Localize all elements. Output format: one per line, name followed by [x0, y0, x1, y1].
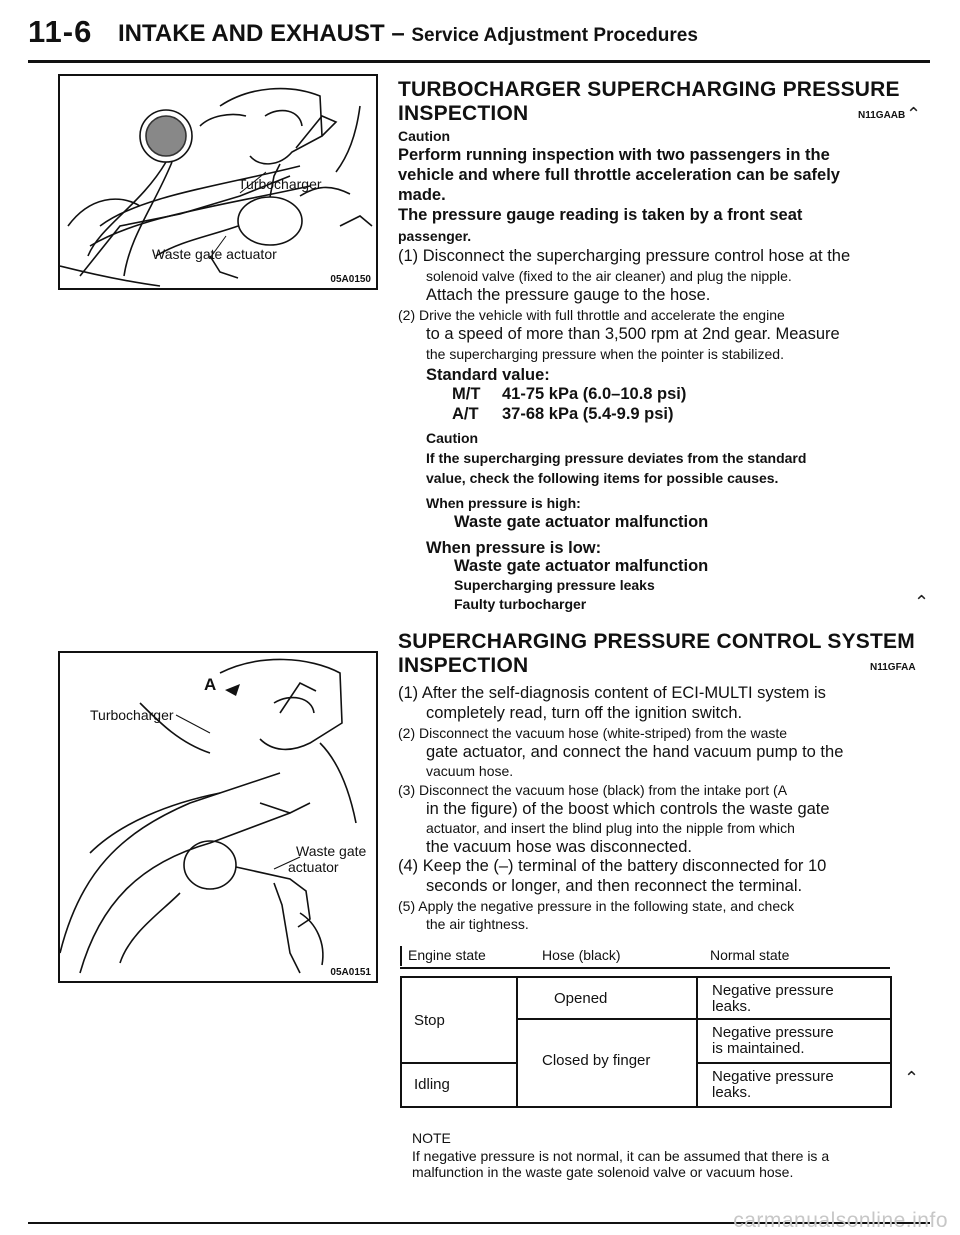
- table-header-engine-state: Engine state: [408, 947, 486, 963]
- table-row-engine-idling: Idling: [414, 1076, 450, 1093]
- section1-code: N11GAAB: [858, 110, 906, 121]
- table-cell-normal-3a: Negative pressure: [712, 1068, 834, 1085]
- illustration-vacuum-pump: [60, 653, 376, 981]
- figure2-code: 05A0151: [330, 967, 371, 978]
- mt-label: M/T: [452, 385, 481, 403]
- section2-title-line1: SUPERCHARGING PRESSURE CONTROL SYSTEM: [398, 630, 915, 653]
- section1-caution2-label: Caution: [426, 430, 479, 446]
- figure-vacuum-pump: [58, 651, 378, 983]
- low-pressure-cause1: Waste gate actuator malfunction: [454, 557, 709, 575]
- high-pressure-cause1: Waste gate actuator malfunction: [454, 513, 709, 531]
- figure-turbo-gauge: [58, 74, 378, 290]
- section1-caution-line1: Perform running inspection with two passengers in the: [398, 146, 830, 164]
- step2-line1: (2) Drive the vehicle with full throttle and accelerate the engine: [398, 307, 785, 323]
- s2-step4-line2: seconds or longer, and then reconnect the terminal.: [426, 877, 803, 895]
- s2-step2-line3: vacuum hose.: [426, 763, 514, 779]
- revision-mark-icon: ⌃: [904, 1068, 920, 1088]
- section2-title-line2: INSPECTION: [398, 654, 529, 677]
- figure1-waste-gate-label: Waste gate actuator: [152, 246, 277, 262]
- s2-step3-line3: actuator, and insert the blind plug into the nipple from which: [426, 820, 795, 836]
- s2-step1-line1: (1) After the self-diagnosis content of ECI-MULTI system is: [398, 684, 826, 702]
- s2-step3-line4: the vacuum hose was disconnected.: [426, 838, 692, 856]
- low-pressure-cause3: Faulty turbocharger: [454, 596, 587, 612]
- figure1-code: 05A0150: [330, 274, 371, 285]
- s2-step2-line2: gate actuator, and connect the hand vacuum pump to the: [426, 743, 844, 761]
- table-header-normal-state: Normal state: [710, 947, 790, 963]
- section1-caution2-line1: If the supercharging pressure deviates from the standard: [426, 450, 807, 466]
- table-cell-normal-1b: leaks.: [712, 998, 752, 1015]
- section1-caution-line5: passenger.: [398, 228, 472, 244]
- section1-caution-label: Caution: [398, 128, 451, 144]
- step2-line2: to a speed of more than 3,500 rpm at 2nd gear. Measure: [426, 325, 840, 343]
- inspection-table: [400, 976, 892, 1108]
- title-dash: –: [391, 20, 405, 47]
- section1-caution2-line2: value, check the following items for possible causes.: [426, 470, 779, 486]
- at-value: 37-68 kPa (5.4-9.9 psi): [502, 405, 674, 423]
- s2-step5-line1: (5) Apply the negative pressure in the following state, and check: [398, 898, 795, 914]
- table-row-engine-stop: Stop: [414, 1012, 445, 1029]
- revision-mark-icon: ⌃: [906, 104, 922, 124]
- s2-step5-line2: the air tightness.: [426, 916, 529, 932]
- table-header-bar: [400, 946, 402, 966]
- revision-mark-icon: ⌃: [914, 592, 930, 612]
- step2-line3: the supercharging pressure when the pointer is stabilized.: [426, 346, 784, 362]
- table-cell-normal-2b: is maintained.: [712, 1040, 805, 1057]
- step1-line1: (1) Disconnect the supercharging pressure control hose at the: [398, 247, 851, 265]
- table-cell-normal-1a: Negative pressure: [712, 982, 834, 999]
- low-pressure-label: When pressure is low:: [426, 539, 602, 557]
- section2-code: N11GFAA: [870, 662, 916, 673]
- table-header-hose: Hose (black): [542, 947, 621, 963]
- table-cell-hose-opened: Opened: [554, 990, 608, 1007]
- figure2-waste-gate-label: Waste gate: [296, 843, 367, 859]
- mt-value: 41-75 kPa (6.0–10.8 psi): [502, 385, 687, 403]
- table-cell-normal-2a: Negative pressure: [712, 1024, 834, 1041]
- page-number: 11-6: [28, 14, 93, 49]
- note-text-line2: malfunction in the waste gate solenoid valve or vacuum hose.: [412, 1164, 794, 1180]
- s2-step3-line2: in the figure) of the boost which controls the waste gate: [426, 800, 830, 818]
- section1-caution-line4: The pressure gauge reading is taken by a front seat: [398, 206, 803, 224]
- step1-line2: solenoid valve (fixed to the air cleaner) and plug the nipple.: [426, 268, 792, 284]
- at-label: A/T: [452, 405, 479, 423]
- header-rule: [28, 60, 930, 63]
- table-cell-normal-3b: leaks.: [712, 1084, 752, 1101]
- section1-caution-line2: vehicle and where full throttle acceleration can be safely: [398, 166, 840, 184]
- note-label: NOTE: [412, 1130, 451, 1146]
- figure2-actuator-label: actuator: [288, 859, 339, 875]
- low-pressure-cause2: Supercharging pressure leaks: [454, 577, 655, 593]
- note-text-line1: If negative pressure is not normal, it can be assumed that there is a: [412, 1148, 830, 1164]
- section1-title-line1: TURBOCHARGER SUPERCHARGING PRESSURE: [398, 78, 900, 101]
- figure1-turbocharger-label: Turbocharger: [238, 176, 322, 192]
- watermark: carmanualsonline.info: [733, 1209, 948, 1232]
- high-pressure-label: When pressure is high:: [426, 495, 581, 511]
- table-cell-hose-closed: Closed by finger: [542, 1052, 651, 1069]
- step1-line3: Attach the pressure gauge to the hose.: [426, 286, 711, 304]
- figure2-label-a: A: [204, 675, 217, 694]
- subsection-title: Service Adjustment Procedures: [411, 25, 698, 46]
- s2-step3-line1: (3) Disconnect the vacuum hose (black) from the intake port (A: [398, 782, 788, 798]
- section1-caution-line3: made.: [398, 186, 446, 204]
- section-title: INTAKE AND EXHAUST: [118, 20, 385, 47]
- s2-step4-line1: (4) Keep the (–) terminal of the battery disconnected for 10: [398, 857, 827, 875]
- standard-value-label: Standard value:: [426, 366, 550, 384]
- s2-step1-line2: completely read, turn off the ignition switch.: [426, 704, 743, 722]
- s2-step2-line1: (2) Disconnect the vacuum hose (white-striped) from the waste: [398, 725, 788, 741]
- page-title: [118, 20, 698, 48]
- section1-title-line2: INSPECTION: [398, 102, 529, 125]
- table-header-rule: [400, 967, 890, 969]
- figure2-turbocharger-label: Turbocharger: [90, 707, 174, 723]
